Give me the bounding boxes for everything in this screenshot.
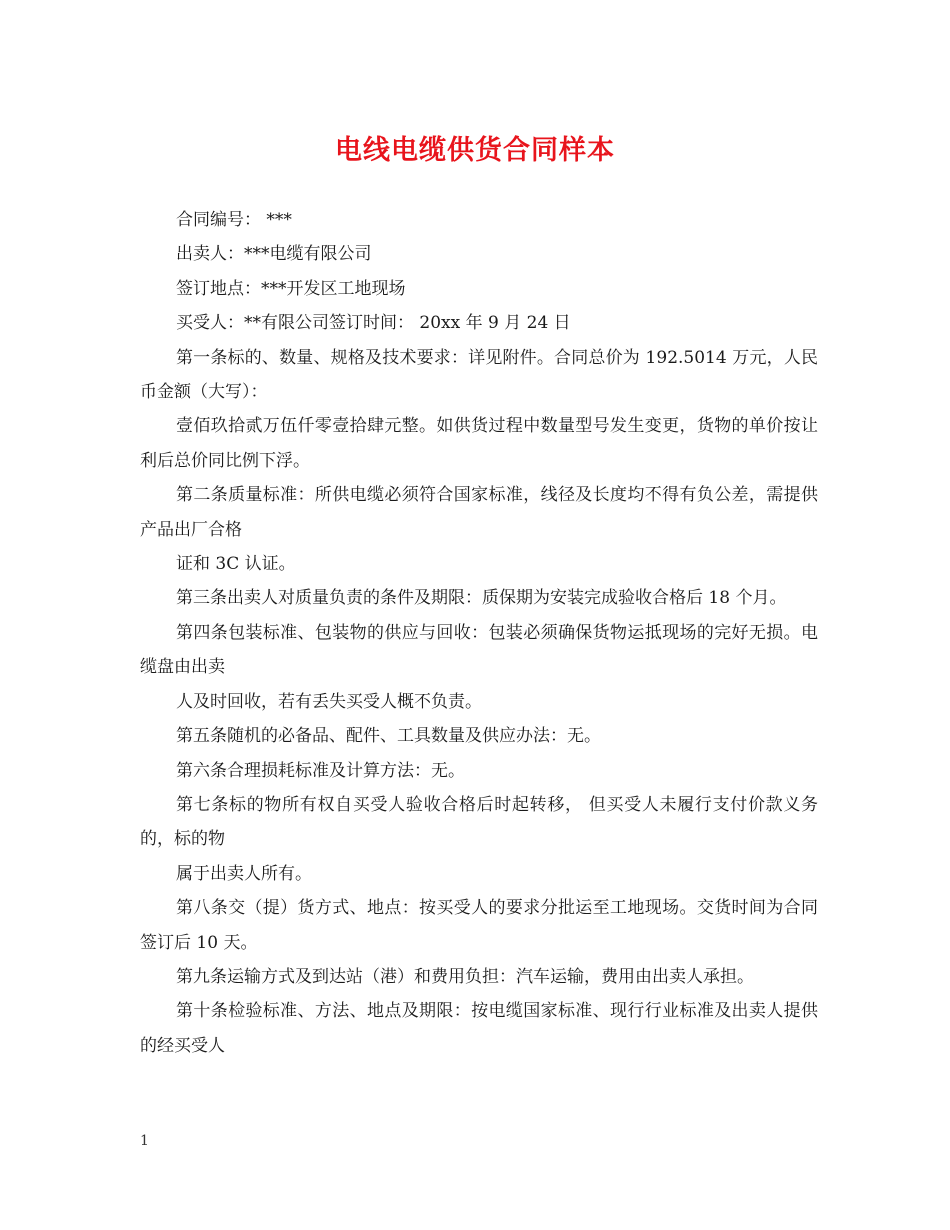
article-10: 第十条检验标准、方法、地点及期限：按电缆国家标准、现行行业标准及出卖人提供的经买受人 xyxy=(140,1001,818,1056)
article-8: 第八条交（提）货方式、地点：按买受人的要求分批运至工地现场。交货时间为合同签订后 10 天。 xyxy=(140,898,818,953)
seller-line: 出卖人：***电缆有限公司 xyxy=(176,244,372,265)
article-2-cont: 证和 3C 认证。 xyxy=(176,554,296,575)
article-2: 第二条质量标准：所供电缆必须符合国家标准，线径及长度均不得有负公差，需提供产品出厂合格 xyxy=(140,485,818,540)
article-4-cont: 人及时回收，若有丢失买受人概不负责。 xyxy=(176,691,482,712)
document-title: 电线电缆供货合同样本 xyxy=(335,135,615,166)
article-4: 第四条包装标准、包装物的供应与回收：包装必须确保货物运抵现场的完好无损。电缆盘由出卖 xyxy=(140,622,818,678)
article-1-amount: 壹佰玖拾贰万伍仟零壹拾肆元整。如供货过程中数量型号发生变更，货物的单价按让利后总价同比例下浮。 xyxy=(140,416,818,471)
contract-number: 合同编号： *** xyxy=(176,210,292,230)
article-6: 第六条合理损耗标准及计算方法：无。 xyxy=(176,760,465,781)
signing-location: 签订地点：***开发区工地现场 xyxy=(176,278,406,299)
article-9: 第九条运输方式及到达站（港）和费用负担：汽车运输，费用由出卖人承担。 xyxy=(176,966,754,987)
buyer-and-date: 买受人：**有限公司签订时间： 20xx 年 9 月 24 日 xyxy=(176,313,571,334)
article-7-cont: 属于出卖人所有。 xyxy=(176,863,312,884)
article-1: 第一条标的、数量、规格及技术要求：详见附件。合同总价为 192.5014 万元，人民币金额（大写）： xyxy=(140,347,818,403)
page-number: 1 xyxy=(140,1133,149,1149)
article-7: 第七条标的物所有权自买受人验收合格后时起转移， 但买受人未履行支付价款义务的，标的物 xyxy=(140,794,818,850)
article-3: 第三条出卖人对质量负责的条件及期限：质保期为安装完成验收合格后 18 个月。 xyxy=(176,588,787,609)
article-5: 第五条随机的必备品、配件、工具数量及供应办法：无。 xyxy=(176,726,601,747)
contract-body xyxy=(140,203,818,1063)
